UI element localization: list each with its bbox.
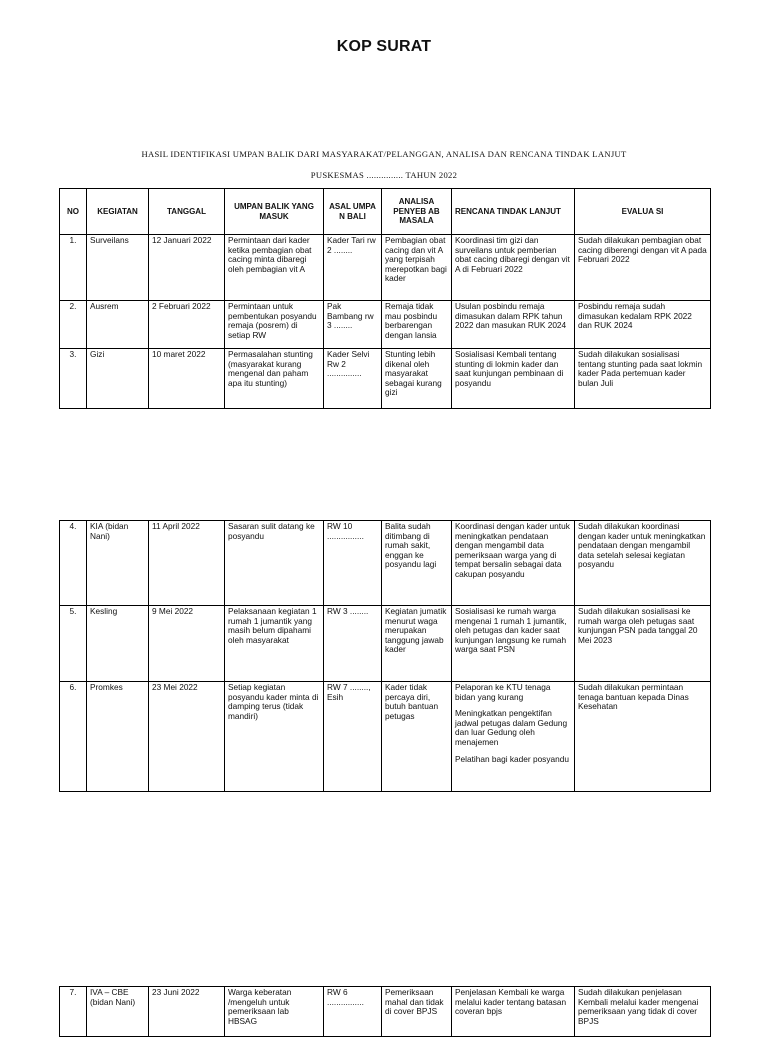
cell-asal: RW 6 ................ [324, 987, 382, 1037]
header-no: NO [60, 189, 87, 235]
cell-analisa: Pembagian obat cacing dan vit A yang terpisah merepotkan bagi kader [382, 235, 452, 301]
cell-tanggal: 23 Mei 2022 [149, 682, 225, 792]
cell-rencana: Sosialisasi ke rumah warga mengenai 1 rumah 1 jumantik, oleh petugas dan kader saat kunjungan langsung ke rumah warga saat PSN [452, 606, 575, 682]
document-title: HASIL IDENTIFIKASI UMPAN BALIK DARI MASYARAKAT/PELANGGAN, ANALISA DAN RENCANA TINDAK LANJUT [141, 149, 627, 159]
cell-rencana: Penjelasan Kembali ke warga melalui kader tentang batasan coveran bpjs [452, 987, 575, 1037]
cell-umpan-balik: Sasaran sulit datang ke posyandu [225, 521, 324, 606]
cell-no: 7. [60, 987, 87, 1037]
cell-tanggal: 10 maret 2022 [149, 349, 225, 409]
cell-no: 4. [60, 521, 87, 606]
cell-no: 2. [60, 301, 87, 349]
cell-analisa: Balita sudah ditimbang di rumah sakit, enggan ke posyandu lagi [382, 521, 452, 606]
cell-asal: RW 10 ................ [324, 521, 382, 606]
feedback-table-part-3 [59, 986, 711, 1037]
cell-analisa: Kegiatan jumatik menurut waga merupakan tanggung jawab kader [382, 606, 452, 682]
table-row [60, 682, 711, 792]
cell-kegiatan: Promkes [87, 682, 149, 792]
cell-evaluasi: Sudah dilakukan pembagian obat cacing diberengi dengan vit A pada Februari 2022 [575, 235, 711, 301]
cell-evaluasi: Sudah dilakukan penjelasan Kembali melalui kader mengenai pemeriksaan yang tidak di cover BPJS [575, 987, 711, 1037]
cell-no: 5. [60, 606, 87, 682]
cell-rencana [452, 682, 575, 792]
cell-no: 1. [60, 235, 87, 301]
cell-tanggal: 23 Juni 2022 [149, 987, 225, 1037]
cell-evaluasi: Posbindu remaja sudah dimasukan kedalam RPK 2022 dan RUK 2024 [575, 301, 711, 349]
cell-umpan-balik: Setiap kegiatan posyandu kader minta di damping terus (tidak mandiri) [225, 682, 324, 792]
cell-rencana: Koordinasi dengan kader untuk meningkatkan pendataan dengan mengambil data pemeriksaan warga yang di tempat bersalin sebagai data cakupan posyandu [452, 521, 575, 606]
rencana-item: Meningkatkan pengektifan jadwal petugas dalam Gedung dan luar Gedung oleh menajemen [455, 708, 568, 747]
cell-no: 3. [60, 349, 87, 409]
cell-kegiatan: Ausrem [87, 301, 149, 349]
cell-umpan-balik: Permintaan dari kader ketika pembagian obat cacing minta dibaregi oleh pembagian vit A [225, 235, 324, 301]
cell-umpan-balik: Pelaksanaan kegiatan 1 rumah 1 jumantik yang masih belum dipahami oleh masyarakat [225, 606, 324, 682]
cell-analisa: Kader tidak percaya diri, butuh bantuan petugas [382, 682, 452, 792]
cell-kegiatan: Gizi [87, 349, 149, 409]
cell-kegiatan: KIA (bidan Nani) [87, 521, 149, 606]
header-tanggal: TANGGAL [149, 189, 225, 235]
kop-surat-heading: KOP SURAT [336, 38, 432, 55]
cell-tanggal: 2 Februari 2022 [149, 301, 225, 349]
cell-evaluasi: Sudah dilakukan sosialisasi ke rumah warga oleh petugas saat kunjungan PSN pada tanggal 20 Mei 2023 [575, 606, 711, 682]
rencana-item: Pelaporan ke KTU tenaga bidan yang kurang [455, 682, 551, 702]
feedback-table-part-2 [59, 520, 711, 792]
cell-evaluasi: Sudah dilakukan sosialisasi tentang stunting pada saat lokmin kader Pada pertemuan kader bulan Juli [575, 349, 711, 409]
cell-asal: RW 3 ........ [324, 606, 382, 682]
cell-analisa: Remaja tidak mau posbindu berbarengan dengan lansia [382, 301, 452, 349]
cell-tanggal: 11 April 2022 [149, 521, 225, 606]
cell-rencana: Usulan posbindu remaja dimasukan dalam RPK tahun 2022 dan masukan RUK 2024 [452, 301, 575, 349]
cell-asal: Pak Bambang rw 3 ........ [324, 301, 382, 349]
cell-analisa: Stunting lebih dikenal oleh masyarakat sebagai kurang gizi [382, 349, 452, 409]
cell-tanggal: 9 Mei 2022 [149, 606, 225, 682]
cell-kegiatan: Surveilans [87, 235, 149, 301]
cell-evaluasi: Sudah dilakukan permintaan tenaga bantuan kepada Dinas Kesehatan [575, 682, 711, 792]
cell-analisa: Pemeriksaan mahal dan tidak di cover BPJS [382, 987, 452, 1037]
cell-asal: Kader Selvi Rw 2 ............... [324, 349, 382, 409]
header-evaluasi: EVALUA SI [575, 189, 711, 235]
header-kegiatan: KEGIATAN [87, 189, 149, 235]
feedback-table-part-1 [59, 188, 711, 409]
cell-rencana: Koordinasi tim gizi dan surveilans untuk pemberian obat cacing dibaregi dengan vit A di Februari 2022 [452, 235, 575, 301]
cell-rencana: Sosialisasi Kembali tentang stunting di lokmin kader dan saat kunjungan pembinaan di posyandu [452, 349, 575, 409]
header-rencana: RENCANA TINDAK LANJUT [452, 189, 575, 235]
table-header-row [60, 189, 711, 235]
table-row [60, 606, 711, 682]
cell-evaluasi: Sudah dilakukan koordinasi dengan kader untuk meningkatkan pendataan dengan mengambil data setelah selesai kegiatan posyandu [575, 521, 711, 606]
rencana-item: Pelatihan bagi kader posyandu [455, 753, 569, 764]
table-row [60, 301, 711, 349]
table-row [60, 349, 711, 409]
cell-umpan-balik: Permintaan untuk pembentukan posyandu remaja (posrem) di setiap RW [225, 301, 324, 349]
table-row [60, 235, 711, 301]
document-subtitle: PUSKESMAS ............... TAHUN 2022 [310, 170, 458, 180]
header-umpan-balik: UMPAN BALIK YANG MASUK [225, 189, 324, 235]
cell-umpan-balik: Warga keberatan /mengeluh untuk pemeriksaan lab HBSAG [225, 987, 324, 1037]
cell-kegiatan: IVA – CBE (bidan Nani) [87, 987, 149, 1037]
cell-asal: RW 7 ........, Esih [324, 682, 382, 792]
cell-tanggal: 12 Januari 2022 [149, 235, 225, 301]
cell-no: 6. [60, 682, 87, 792]
cell-kegiatan: Kesling [87, 606, 149, 682]
cell-asal: Kader Tari rw 2 ........ [324, 235, 382, 301]
header-analisa: ANALISA PENYEB AB MASALA [382, 189, 452, 235]
table-row [60, 987, 711, 1037]
header-asal: ASAL UMPA N BALI [324, 189, 382, 235]
table-row [60, 521, 711, 606]
cell-umpan-balik: Permasalahan stunting (masyarakat kurang mengenal dan paham apa itu stunting) [225, 349, 324, 409]
